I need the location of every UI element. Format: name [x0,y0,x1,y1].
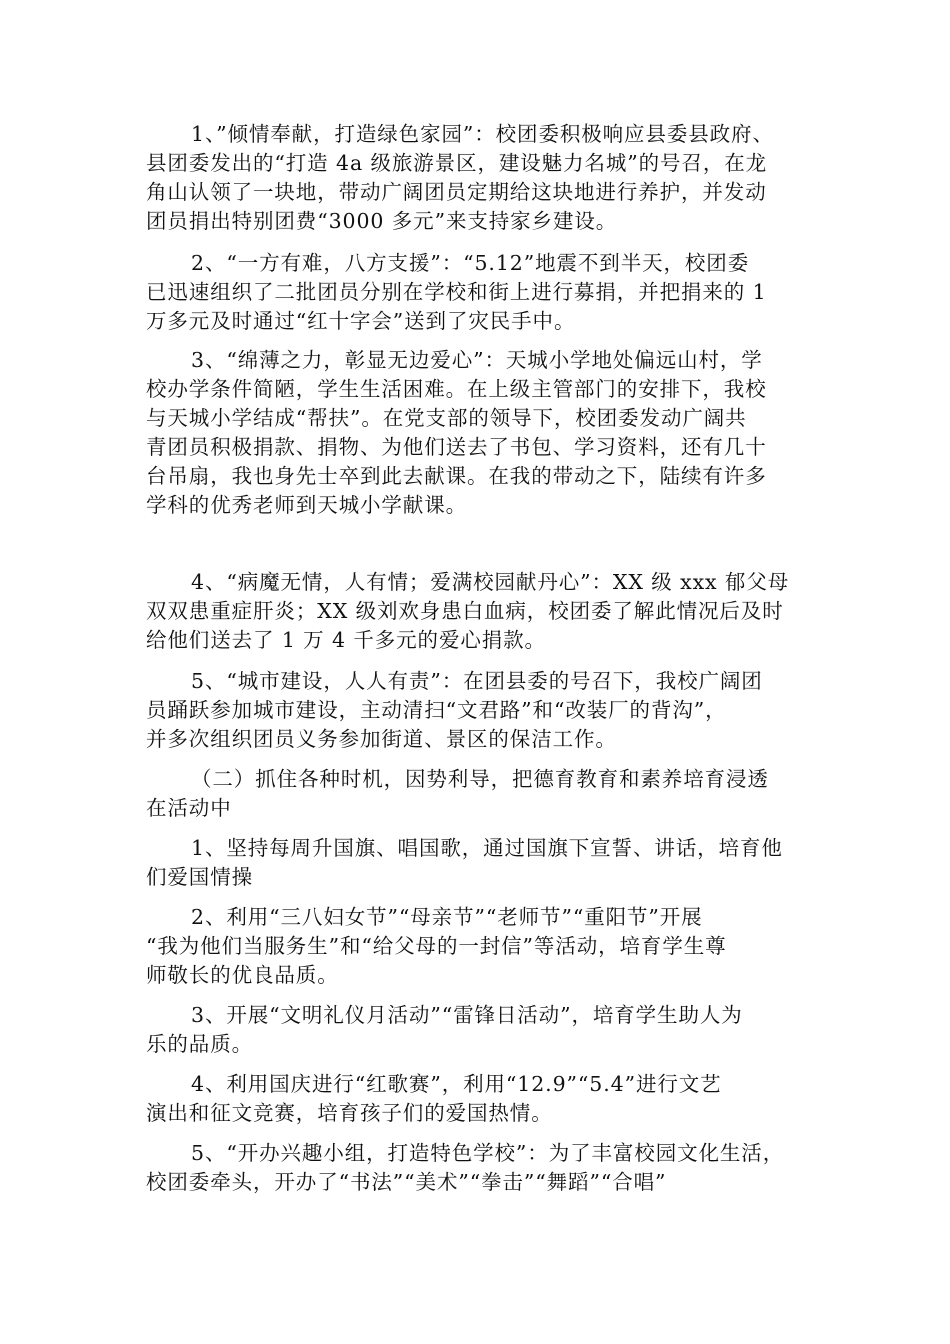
text-line: 并多次组织团员义务参加街道、景区的保洁工作。 [146,727,617,751]
text-line: 们爱国情操 [146,865,253,889]
paragraph-1 [146,120,826,236]
text-line: 3、开展“文明礼仪月活动”“雷锋日活动”，培育学生助人为 [191,1003,743,1027]
text-line: 双双患重症肝炎；XX 级刘欢身患白血病，校团委了解此情况后及时 [146,599,784,623]
text-line: 1、”倾情奉献，打造绿色家园”：校团委积极响应县委县政府、 [191,122,774,146]
text-line: 在活动中 [146,796,232,820]
text-line: “我为他们当服务生”和“给父母的一封信”等活动，培育学生尊 [146,934,727,958]
text-line: 2、利用“三八妇女节”“母亲节”“老师节”“重阳节”开展 [191,905,703,929]
text-line: 已迅速组织了二批团员分别在学校和街上进行募捐，并把捐来的 1 [146,280,767,304]
text-line: 4、利用国庆进行“红歌赛”，利用“12.9”“5.4”进行文艺 [191,1072,722,1096]
paragraph-5 [146,667,826,754]
paragraph-8 [146,1001,826,1059]
paragraph-9 [146,1070,826,1128]
paragraph-7 [146,903,826,990]
text-line: （二）抓住各种时机，因势利导，把德育教育和素养培育浸透 [191,767,769,791]
section-heading-2 [146,765,826,823]
text-line: 1、坚持每周升国旗、唱国歌，通过国旗下宣誓、讲话，培育他 [191,836,783,860]
text-line: 团员捐出特别团费“3000 多元”来支持家乡建设。 [146,209,618,233]
text-line: 县团委发出的“打造 4a 级旅游景区，建设魅力名城”的号召，在龙 [146,151,768,175]
text-line: 学科的优秀老师到天城小学献课。 [146,493,467,517]
text-line: 校办学条件简陋，学生生活困难。在上级主管部门的安排下，我校 [146,377,767,401]
text-line: 万多元及时通过“红十字会”送到了灾民手中。 [146,309,576,333]
text-line: 演出和征文竞赛，培育孩子们的爱国热情。 [146,1101,553,1125]
text-line: 青团员积极捐款、捐物、为他们送去了书包、学习资料，还有几十 [146,435,767,459]
text-line: 3、“绵薄之力，彰显无边爱心”：天城小学地处偏远山村，学 [191,348,763,372]
text-line: 4、“病魔无情，人有情；爱满校园献丹心”：XX 级 xxx 郁父母 [191,570,790,594]
text-line: 2、“一方有难，八方支援”：“5.12”地震不到半天，校团委 [191,251,750,275]
text-line: 角山认领了一块地，带动广阔团员定期给这块地进行养护，并发动 [146,180,767,204]
paragraph-10 [146,1139,826,1197]
text-line: 与天城小学结成“帮扶”。在党支部的领导下，校团委发动广阔共 [146,406,747,430]
text-line: 5、“城市建设，人人有责”：在团县委的号召下，我校广阔团 [191,669,763,693]
text-line: 师敬长的优良品质。 [146,963,339,987]
paragraph-6 [146,834,826,892]
paragraph-2 [146,249,826,336]
paragraph-4 [146,568,826,655]
text-line: 5、“开办兴趣小组，打造特色学校”：为了丰富校园文化生活， [191,1141,785,1165]
text-line: 乐的品质。 [146,1032,253,1056]
text-line: 员踊跃参加城市建设，主动清扫“文君路”和“改装厂的背沟”， [146,698,727,722]
text-line: 给他们送去了 1 万 4 千多元的爱心捐款。 [146,628,546,652]
text-line: 台吊扇，我也身先士卒到此去献课。在我的带动之下，陆续有许多 [146,464,767,488]
paragraph-3 [146,346,826,520]
text-line: 校团委牵头，开办了“书法”“美术”“拳击”“舞蹈”“合唱” [146,1170,667,1194]
